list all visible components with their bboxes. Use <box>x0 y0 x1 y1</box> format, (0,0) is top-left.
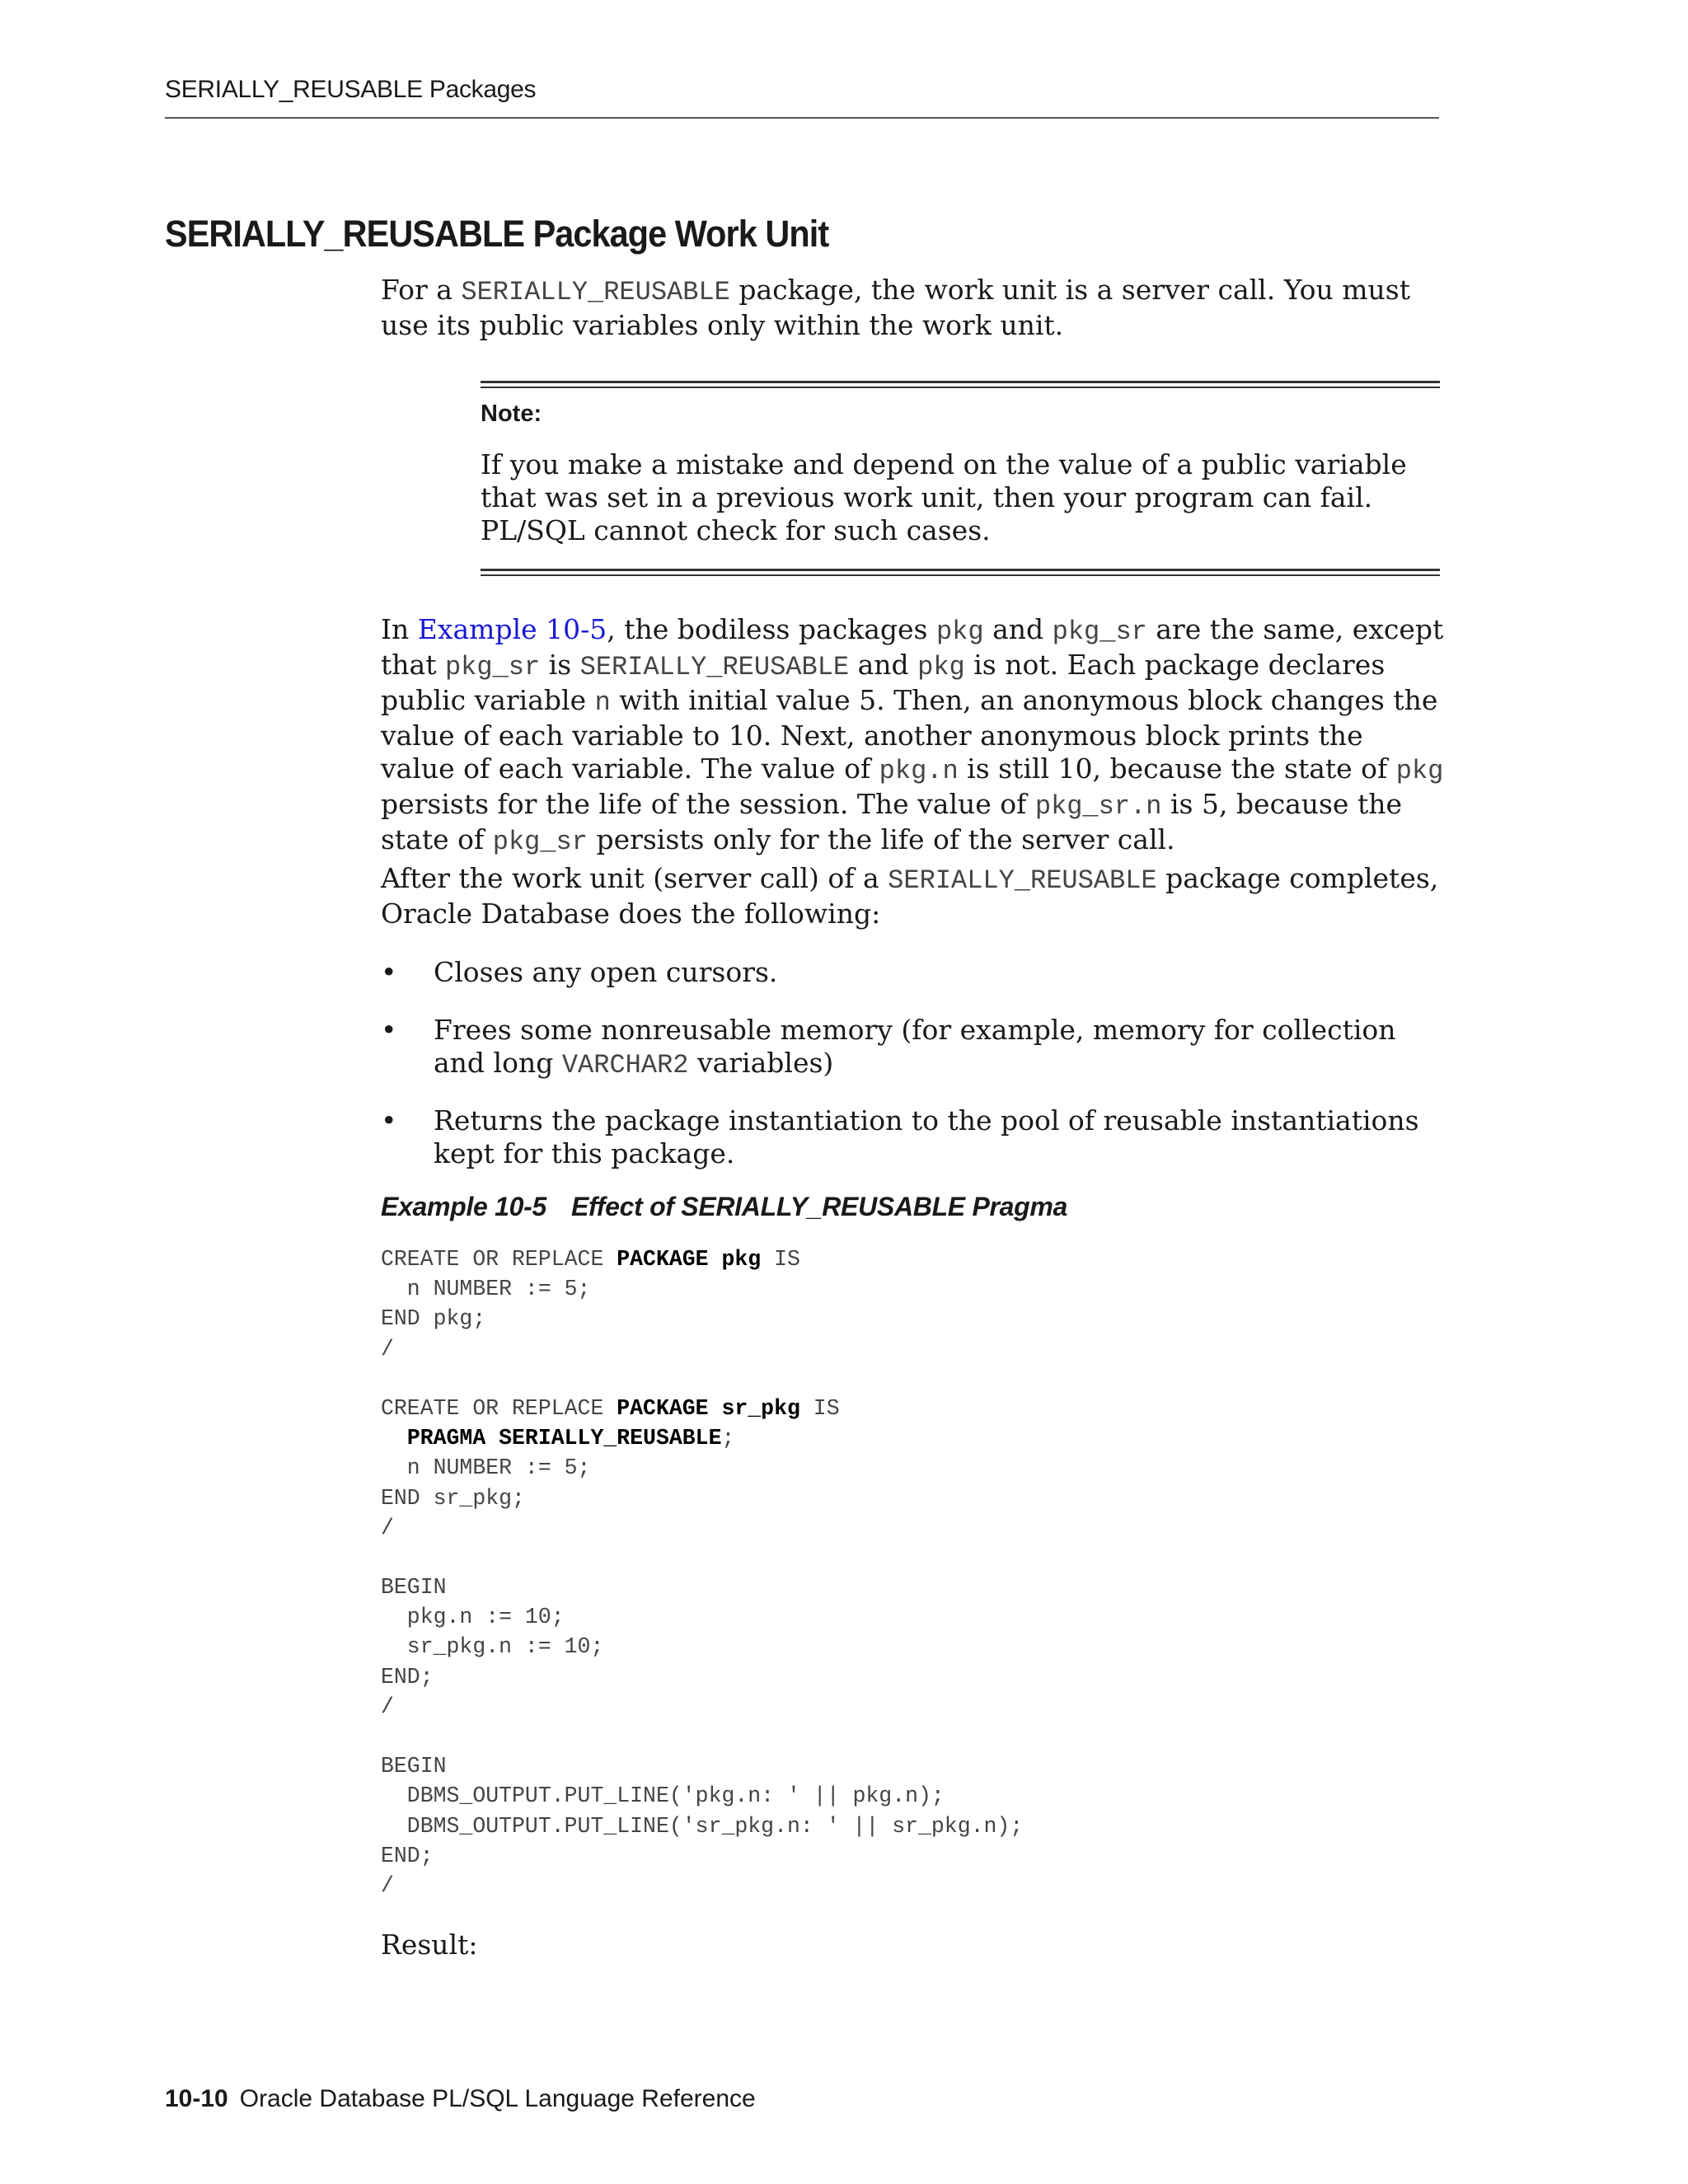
inline-code: SERIALLY_REUSABLE <box>579 652 850 682</box>
code-line: END pkg; <box>381 1306 486 1332</box>
code-line: / <box>381 1515 394 1540</box>
note-text: If you make a mistake and depend on the value of a public variable that was set in a previous work unit, then your program can fail. PL/SQL cannot check for such cases. <box>481 448 1407 546</box>
code-text <box>381 1426 407 1451</box>
list-item-text <box>434 1014 1423 1082</box>
text-run: , the bodiless packages <box>607 613 936 645</box>
code-text: IS <box>799 1395 840 1421</box>
code-line <box>381 1244 1444 1274</box>
bullet-icon: • <box>381 956 397 988</box>
code-block <box>381 1244 1444 1900</box>
code-line <box>381 1394 1444 1423</box>
code-line: pkg.n := 10; <box>381 1605 565 1630</box>
note-label: Note: <box>481 401 542 427</box>
text-run: is 5, because the state of <box>381 788 1402 855</box>
text-run: with initial value 5. Then, an anonymous block changes the value of each variable to 10. Next, another anonymous block prints the value of each variable. The value of <box>381 684 1438 785</box>
inline-code: pkg.n <box>879 756 959 786</box>
inline-code: pkg <box>917 652 965 682</box>
example-caption: Effect of SERIALLY_REUSABLE Pragma <box>570 1192 1068 1221</box>
text-run: is still 10, because the state of <box>958 752 1396 785</box>
inline-code: VARCHAR2 <box>561 1050 689 1080</box>
code-line: / <box>381 1872 394 1898</box>
bullet-icon: • <box>381 1104 397 1137</box>
text-run: is <box>540 649 580 681</box>
inline-code: pkg_sr <box>444 652 541 682</box>
code-line <box>381 1423 1444 1453</box>
code-line: END sr_pkg; <box>381 1485 525 1511</box>
text-run: and <box>983 613 1053 645</box>
text-run: persists for the life of the session. The value of <box>381 788 1035 820</box>
code-line: n NUMBER := 5; <box>381 1277 591 1302</box>
inline-code: pkg <box>935 616 984 647</box>
code-line: / <box>381 1694 394 1719</box>
note-box <box>481 381 1440 577</box>
text-run: After the work unit (server call) of a <box>381 862 889 894</box>
code-line: DBMS_OUTPUT.PUT_LINE('pkg.n: ' || pkg.n); <box>381 1783 945 1809</box>
text-run: is not. Each package declares public variable <box>381 649 1386 716</box>
text-run: Frees some nonreusable memory (for example, memory for collection and long <box>434 1014 1396 1079</box>
text-run: In <box>381 613 418 645</box>
inline-code: SERIALLY_REUSABLE <box>461 277 730 307</box>
after-work-unit-paragraph <box>381 862 1444 930</box>
code-line: sr_pkg.n := 10; <box>381 1634 604 1660</box>
code-line <box>381 1543 1444 1572</box>
code-keyword: PACKAGE sr_pkg <box>617 1395 800 1421</box>
intro-paragraph <box>381 274 1444 342</box>
inline-code: pkg_sr.n <box>1034 791 1162 822</box>
text-run: and <box>849 649 918 681</box>
text-run: are the same, except that <box>381 613 1444 681</box>
code-line: END; <box>381 1664 434 1690</box>
header-divider <box>165 117 1439 119</box>
note-top-rule <box>481 381 1440 388</box>
page-footer <box>165 2085 756 2113</box>
section-title: SERIALLY_REUSABLE Package Work Unit <box>165 213 829 255</box>
code-line: BEGIN <box>381 1754 447 1779</box>
code-text: IS <box>761 1247 800 1272</box>
running-header: SERIALLY_REUSABLE Packages <box>165 76 537 103</box>
code-line: END; <box>381 1843 434 1868</box>
code-text: ; <box>721 1426 735 1451</box>
code-line: / <box>381 1336 394 1361</box>
code-text: CREATE OR REPLACE <box>381 1395 617 1421</box>
page-number: 10-10 <box>165 2085 228 2112</box>
code-text: CREATE OR REPLACE <box>381 1247 617 1272</box>
example-title <box>381 1192 1067 1222</box>
code-keyword: PACKAGE pkg <box>617 1247 762 1272</box>
text-run: For a <box>381 274 462 306</box>
code-line <box>381 1364 1444 1394</box>
example-description-paragraph <box>381 613 1444 859</box>
code-line: n NUMBER := 5; <box>381 1455 591 1481</box>
text-run: package completes, Oracle Database does the following: <box>381 862 1439 930</box>
code-keyword: PRAGMA SERIALLY_REUSABLE <box>406 1426 722 1451</box>
book-title: Oracle Database PL/SQL Language Reference <box>239 2085 756 2112</box>
note-bottom-rule <box>481 569 1440 576</box>
text-run: package, the work unit is a server call. You must use its public variables only within the work unit. <box>381 274 1410 341</box>
code-line: DBMS_OUTPUT.PUT_LINE('sr_pkg.n: ' || sr_pkg.n); <box>381 1813 1024 1839</box>
inline-code: pkg_sr <box>492 827 588 857</box>
inline-code: SERIALLY_REUSABLE <box>888 865 1157 896</box>
text-run: variables) <box>688 1047 834 1079</box>
result-label: Result: <box>381 1929 478 1961</box>
text-run: persists only for the life of the server call. <box>587 823 1175 855</box>
inline-code: pkg <box>1395 756 1444 786</box>
example-link[interactable]: Example 10-5 <box>417 613 607 645</box>
example-number: Example 10-5 <box>381 1192 546 1221</box>
inline-code: n <box>594 687 611 718</box>
code-line <box>381 1722 1444 1751</box>
list-item-text: Closes any open cursors. <box>434 956 778 988</box>
inline-code: pkg_sr <box>1052 616 1147 647</box>
list-item-text: Returns the package instantiation to the pool of reusable instantiations kept for this package. <box>434 1104 1419 1169</box>
bullet-icon: • <box>381 1014 397 1046</box>
code-line: BEGIN <box>381 1575 447 1601</box>
